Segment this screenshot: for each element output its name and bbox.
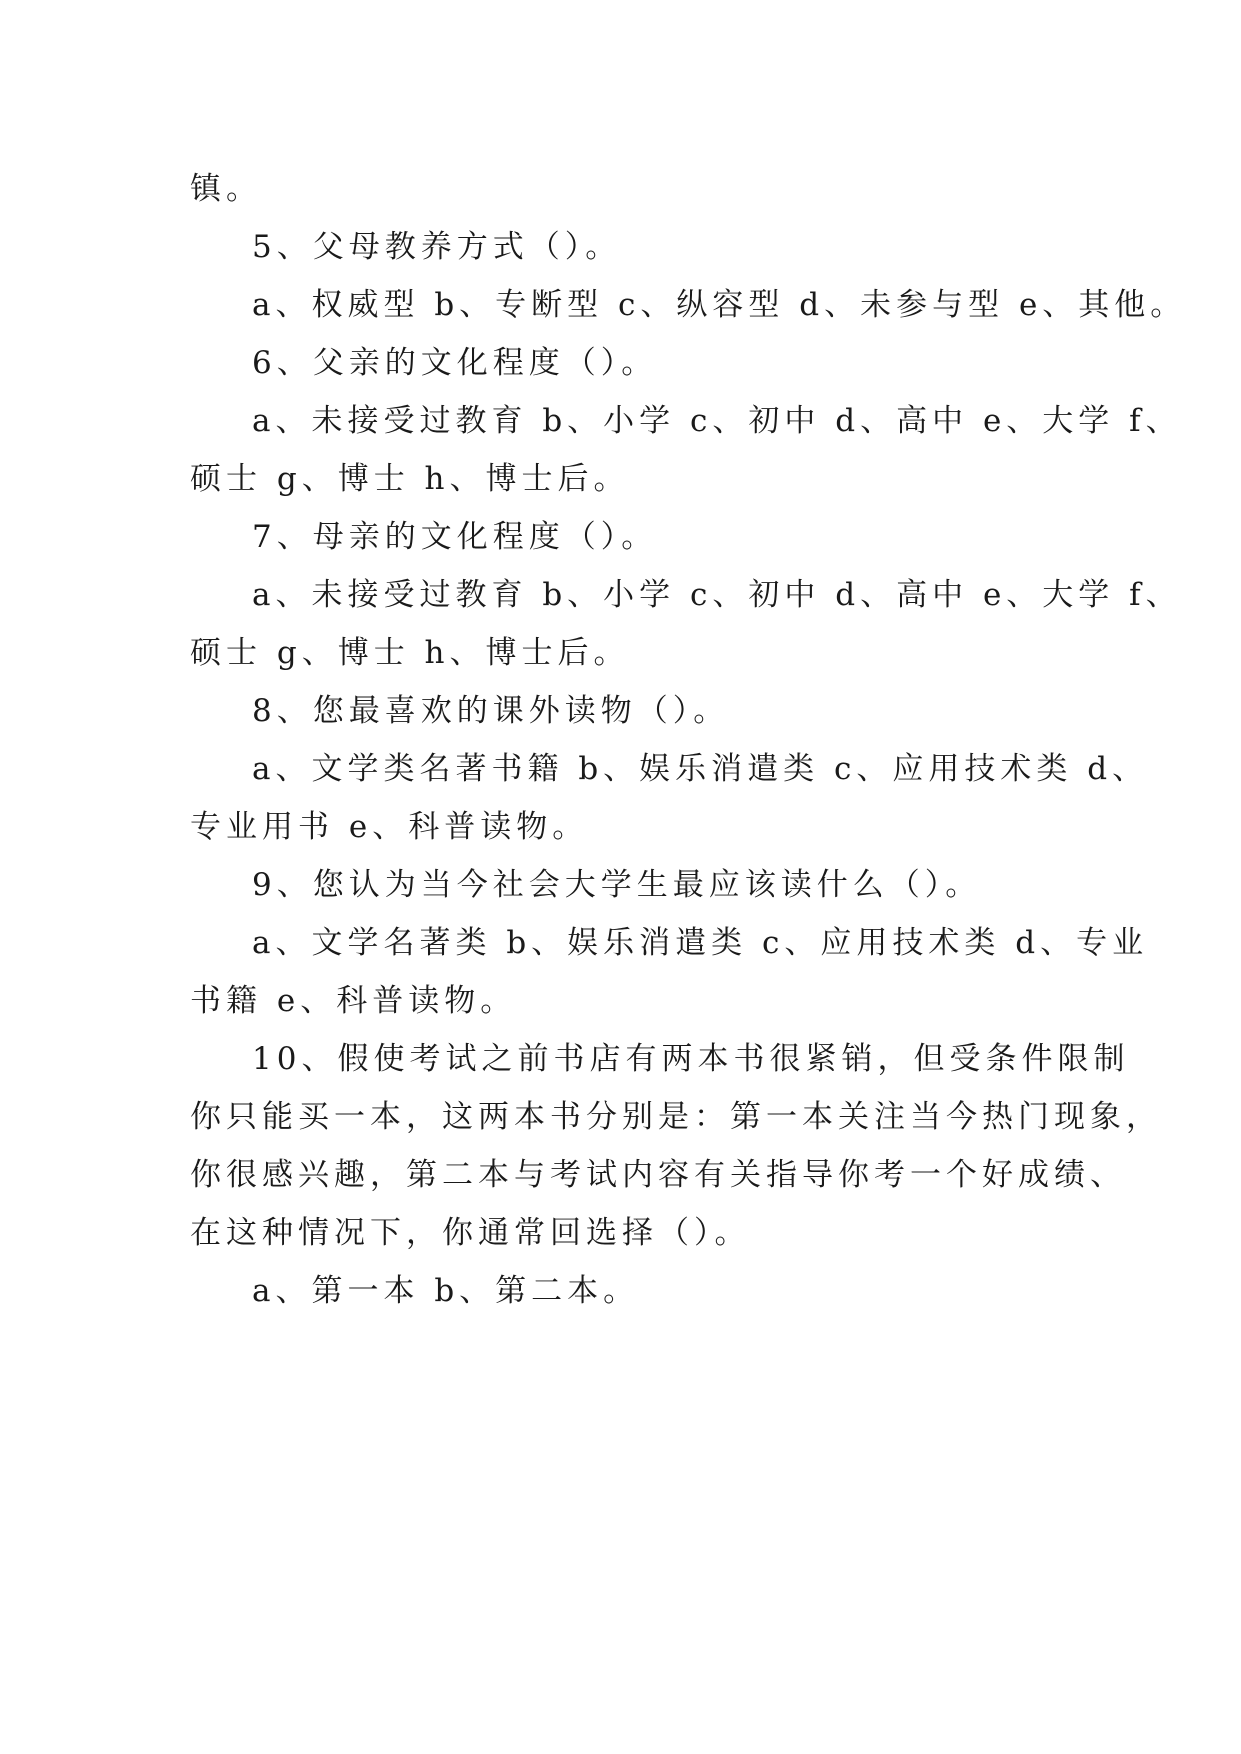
question-7-options-cont: 硕士 g、博士 h、博士后。 — [190, 635, 630, 671]
question-5: 5、父母教养方式（）。 — [252, 229, 622, 265]
question-10-cont-3: 在这种情况下，你通常回选择（）。 — [190, 1215, 751, 1251]
question-7: 7、母亲的文化程度（）。 — [252, 519, 658, 555]
question-9-options: a、文学名著类 b、娱乐消遣类 c、应用技术类 d、专业 — [252, 925, 1149, 961]
question-10-cont-1: 你只能买一本，这两本书分别是：第一本关注当今热门现象， — [190, 1099, 1162, 1135]
question-10: 10、假使考试之前书店有两本书很紧销，但受条件限制 — [252, 1041, 1130, 1077]
question-6: 6、父亲的文化程度（）。 — [252, 345, 658, 381]
question-6-options-cont: 硕士 g、博士 h、博士后。 — [190, 461, 630, 497]
question-10-options: a、第一本 b、第二本。 — [252, 1273, 640, 1309]
question-10-cont-2: 你很感兴趣，第二本与考试内容有关指导你考一个好成绩、 — [190, 1157, 1126, 1193]
text-line: 镇。 — [190, 171, 262, 207]
question-7-options: a、未接受过教育 b、小学 c、初中 d、高中 e、大学 f、 — [252, 577, 1182, 613]
question-6-options: a、未接受过教育 b、小学 c、初中 d、高中 e、大学 f、 — [252, 403, 1182, 439]
question-8: 8、您最喜欢的课外读物（）。 — [252, 693, 730, 729]
question-9: 9、您认为当今社会大学生最应该读什么（）。 — [252, 867, 982, 903]
question-5-options: a、权威型 b、专断型 c、纵容型 d、未参与型 e、其他。 — [252, 287, 1187, 323]
document-body — [190, 160, 1187, 1320]
question-9-options-cont: 书籍 e、科普读物。 — [190, 983, 517, 1019]
question-8-options-cont: 专业用书 e、科普读物。 — [190, 809, 589, 845]
question-8-options: a、文学类名著书籍 b、娱乐消遣类 c、应用技术类 d、 — [252, 751, 1149, 787]
